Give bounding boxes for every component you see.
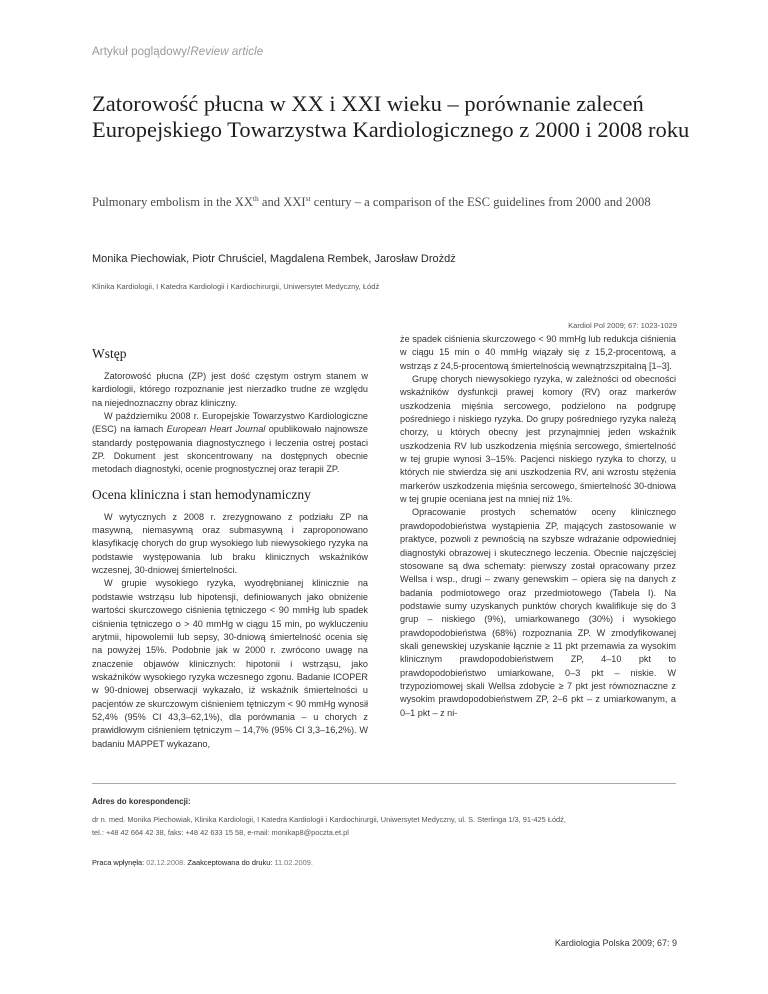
affiliation: Klinika Kardiologii, I Katedra Kardiologii i Kardiochirurgii, Uniwersytet Medyczny, Łódź bbox=[92, 282, 380, 291]
submission-dates bbox=[92, 858, 313, 867]
received-date: 02.12.2008. bbox=[146, 858, 186, 867]
heading-clinical-assessment: Ocena kliniczna i stan hemodynamiczny bbox=[92, 486, 311, 502]
correspondence-label: Adres do korespondencji: bbox=[92, 797, 191, 806]
subtitle-sup1: th bbox=[252, 194, 259, 203]
correspondence-line: dr n. med. Monika Piechowiak, Klinika Kardiologii, I Katedra Kardiologii i Kardiochirurgii, Uniwersytet Medyczny, ul. S. Sterlinga 1/3, 91-425 Łódź, bbox=[92, 815, 566, 824]
subtitle-part1: Pulmonary embolism in the XX bbox=[92, 195, 253, 210]
paragraph: W grupie wysokiego ryzyka, wyodrębnianej klinicznie na podstawie wstrząsu lub hipotensji, definiowanych jako obniżenie wartości skurczowego ciśnienia tętniczego < 90 mmHg lub spadek ciśnienia tętniczego o > 40 mmHg w ciągu 15 min, po wykluczeniu arytmii, hipowolemii lub sepsy, 30-dniową śmiertelność ocenia się na powyżej 15%. Podobnie jak w 2000 r. zwrócono uwagę na znaczenie objawów klinicznych: hipotonii i wstrząsu, jako wskaźników wysokiego ryzyka wczesnego zgonu. Badanie ICOPER w 90-dniowej obserwacji wykazało, iż wskaźnik śmiertelności u pacjentów ze skurczowym ciśnieniem tętniczym < 90 mmHg wynosił 52,4% (95% CI 43,3–62,1%), dla porównania – u chorych z prawidłowym ciśnieniem tętniczym – 14,7% (95% CI 3,3–16,2%). W badaniu MAPPET wykazano, bbox=[92, 578, 368, 749]
page-footer: Kardiologia Polska 2009; 67: 9 bbox=[554, 938, 677, 948]
article-title: Zatorowość płucna w XX i XXI wieku – porównanie zaleceń Europejskiego Towarzystwa Kardiologicznego z 2000 i 2008 roku bbox=[92, 91, 690, 142]
received-label: Praca wpłynęła: bbox=[92, 858, 145, 867]
accepted-label: Zaakceptowana do druku: bbox=[187, 858, 273, 867]
section-label-en: Review article bbox=[190, 46, 264, 58]
article-subtitle bbox=[92, 191, 692, 211]
left-column bbox=[92, 346, 368, 751]
footnote-divider bbox=[92, 783, 676, 784]
accepted-date: 11.02.2009. bbox=[274, 858, 313, 867]
subtitle-part3: century – a comparison of the ESC guidelines from 2000 and 2008 bbox=[310, 195, 651, 210]
section-label bbox=[92, 46, 263, 58]
heading-introduction: Wstęp bbox=[92, 346, 127, 361]
paragraph: że spadek ciśnienia skurczowego < 90 mmHg lub redukcja ciśnienia w ciągu 15 min o 40 mmHg wiązały się z 15,2-procentową, a wstrząs z 24,5-procentową śmiertelnością wewnątrzszpitalną [1–3]. bbox=[400, 334, 676, 371]
paragraph: W wytycznych z 2008 r. zrezygnowano z podziału ZP na masywną, niemasywną oraz submasywną i zaproponowano klasyfikację chorych do grup wysokiego lub niewysokiego ryzyka na podstawie występowania lub braku klinicznych wskaźników wczesnej, 30-dniowej śmiertelności. bbox=[92, 511, 368, 576]
paragraph: Opracowanie prostych schematów oceny klinicznego prawdopodobieństwa wystąpienia ZP, mających zastosowanie w praktyce, pozwoli z pewnością na szybsze wdrażanie odpowiedniej diagnostyki obrazowej i skutecznego leczenia. Obecnie najczęściej stosowane są dwa schematy: pierwszy został opracowany przez Wellsa i wsp., drugi – zwany genewskim – opiera się na danych z badania podmiotowego oraz przedmiotowego (Tabela I). Na podstawie sumy uzyskanych punktów chorych kwalifikuje się do 3 grup – niskiego (9%), umiarkowanego (30%) i wysokiego prawdopodobieństwa (68%) rozpoznania ZP. W zmodyfikowanej skali genewskiej uzyskanie łącznie ≥ 11 pkt przemawia za wysokim klinicznym prawdopodobieństwem ZP, 4–10 pkt to prawdopodobieństwo umiarkowane, 0–3 pkt – niskie. W trzypoziomowej skali Wellsa zdobycie ≥ 7 pkt jest równoznaczne z wysokim prawdopodobieństwem ZP, 2–6 pkt – z umiarkowanym, a 0–1 pkt – z ni- bbox=[400, 507, 676, 718]
journal-name: European Heart Journal bbox=[166, 424, 266, 435]
paragraph bbox=[92, 410, 368, 477]
paragraph-text: W październiku 2008 r. Europejskie Towarzystwo Kardiologiczne (ESC) na łamach bbox=[92, 411, 368, 435]
authors: Monika Piechowiak, Piotr Chruściel, Magdalena Rembek, Jarosław Drożdż bbox=[92, 253, 456, 265]
subtitle-part2: and XXI bbox=[258, 195, 306, 210]
paragraph-text: opublikowało najnowsze standardy postępowania diagnostycznego i leczenia ostrej postaci ZP. Dokument jest skoncentrowany na dostępnych obecnie metodach diagnostyki, ocenie prognostycznej oraz terapii ZP. bbox=[92, 424, 369, 475]
correspondence-address bbox=[92, 813, 682, 839]
right-column bbox=[400, 333, 676, 720]
paragraph: Grupę chorych niewysokiego ryzyka, w zależności od obecności wskaźników dysfunkcji prawej komory (RV) oraz markerów uszkodzenia mięśnia sercowego, podzielono na podgrupę pośredniego i niskiego ryzyka. Do grupy pośredniego ryzyka należą chorzy, u których obecny jest przynajmniej jeden wskaźnik uszkodzenia RV lub uszkodzenia mięśnia sercowego, śmiertelność w tej grupie wynosi 3–15%. Pacjenci niskiego ryzyka to chorzy, u których nie stwierdza się ani uszkodzenia RV, ani wzrostu stężenia markerów uszkodzenia mięśnia sercowego, śmiertelność 30-dniowa w tej grupie oceniana jest na mniej niż 1%. bbox=[400, 374, 676, 505]
paragraph: Zatorowość płucna (ZP) jest dość częstym ostrym stanem w kardiologii, którego rozpoznanie jest nierzadko trudne ze względu na niejednoznaczny obraz kliniczny. bbox=[92, 371, 368, 408]
citation: Kardiol Pol 2009; 67: 1023-1029 bbox=[568, 321, 677, 330]
correspondence-line: tel.: +48 42 664 42 38, faks: +48 42 633 15 58, e-mail: monikap8@poczta.et.pl bbox=[92, 828, 349, 837]
subtitle-sup2: st bbox=[305, 194, 311, 203]
section-label-pl: Artykuł poglądowy/ bbox=[92, 46, 191, 58]
